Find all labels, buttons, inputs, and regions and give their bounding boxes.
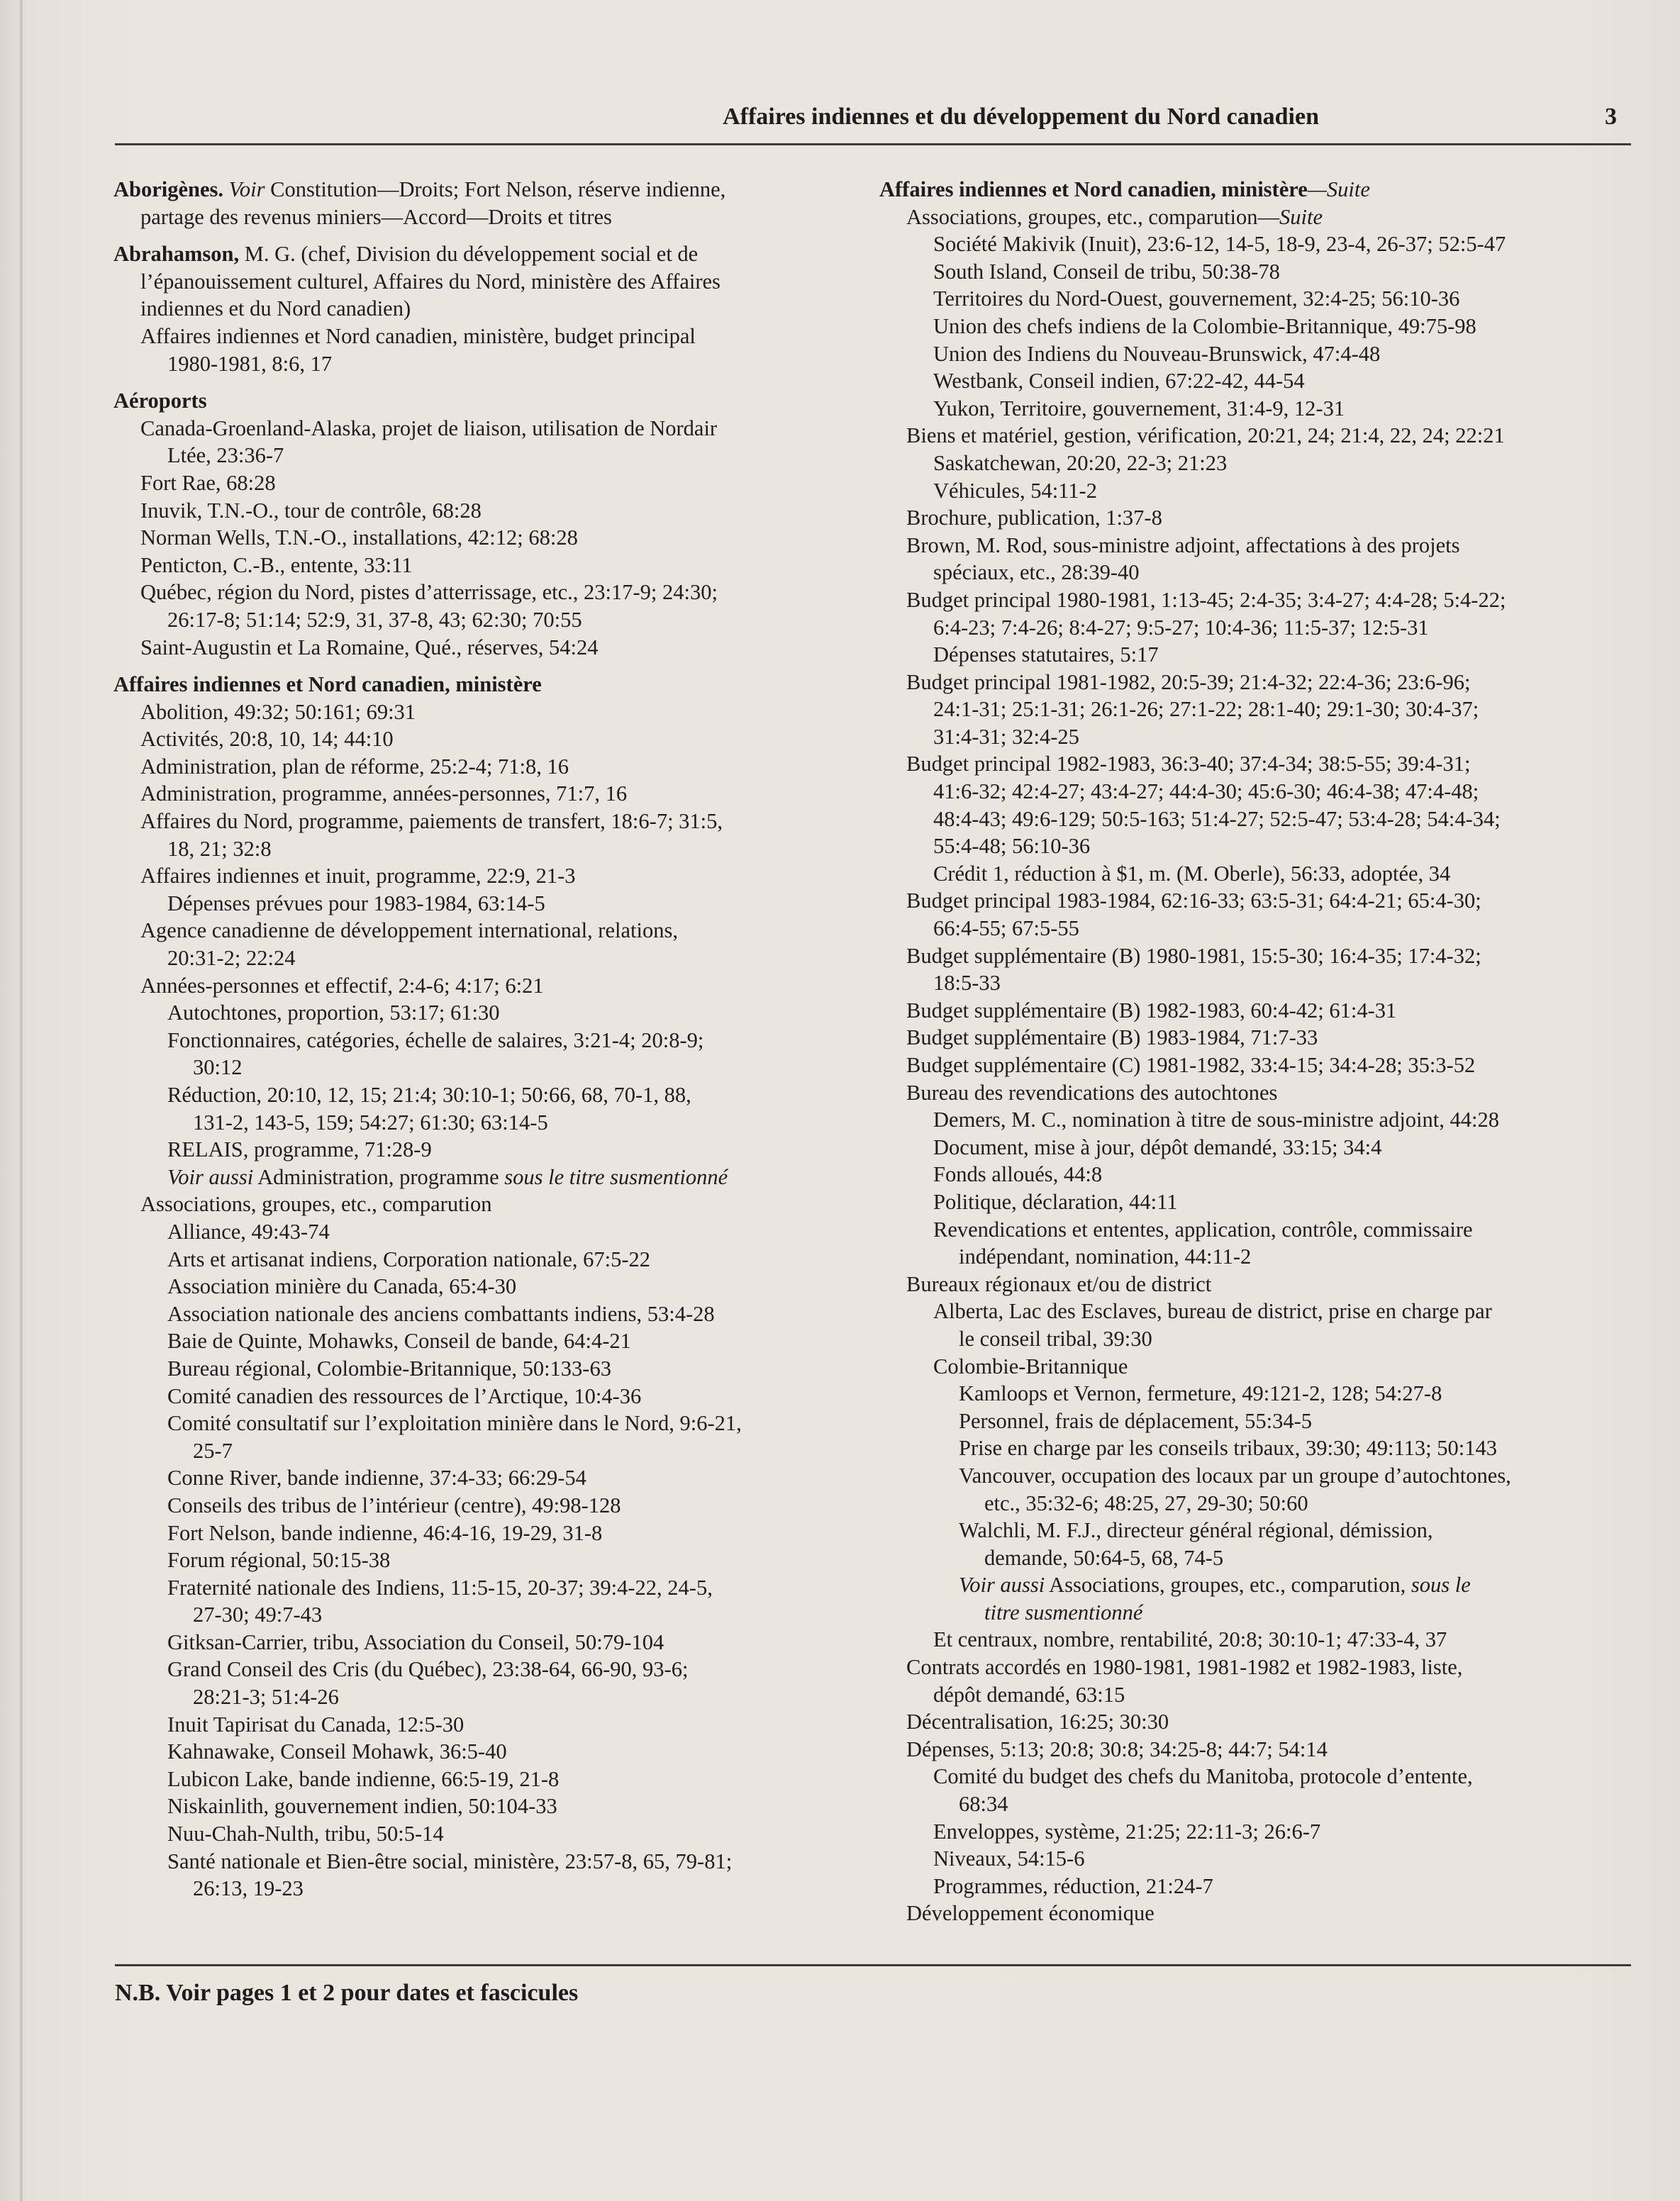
index-entry-line — [879, 1052, 1645, 1079]
entry-text: 66:4-55; 67:5-55 — [933, 916, 1079, 941]
index-entry-line — [879, 1380, 1645, 1408]
entry-text: Brown, M. Rod, sous-ministre adjoint, affectations à des projets — [906, 533, 1460, 557]
footer-note: N.B. Voir pages 1 et 2 pour dates et fascicules — [115, 1980, 579, 2006]
index-entry-line — [113, 268, 872, 296]
entry-text: 20:31-2; 22:24 — [167, 946, 296, 971]
index-entry-line — [113, 1766, 872, 1793]
index-entry-line — [113, 415, 872, 442]
entry-text: Saint-Augustin et La Romaine, Qué., réserves, 54:24 — [140, 635, 599, 659]
index-entry-line — [879, 1024, 1645, 1052]
entry-text: dépôt demandé, 63:15 — [933, 1682, 1125, 1707]
entry-text: demande, 50:64-5, 68, 74-5 — [984, 1545, 1224, 1570]
index-entry-line — [879, 1079, 1645, 1107]
index-entry-line — [113, 945, 872, 972]
index-entry-line — [879, 367, 1645, 395]
index-entry-line — [113, 890, 872, 918]
index-entry-line — [113, 725, 872, 753]
entry-text: Québec, région du Nord, pistes d’atterrissage, etc., 23:17-9; 24:30; — [140, 580, 718, 605]
entry-text: 68:34 — [959, 1792, 1008, 1817]
entry-text: Penticton, C.-B., entente, 33:11 — [140, 552, 413, 577]
index-entry-line — [879, 586, 1645, 614]
entry-text: Colombie-Britannique — [933, 1354, 1128, 1378]
entry-text: 24:1-31; 25:1-31; 26:1-26; 27:1-22; 28:1-40; 29:1-30; 30:4-37; — [933, 697, 1479, 722]
index-entry-line — [113, 497, 872, 525]
entry-text: 31:4-31; 32:4-25 — [933, 724, 1079, 749]
entry-text: Administration, plan de réforme, 25:2-4; 71:8, 16 — [140, 754, 569, 779]
index-entry-line — [879, 1626, 1645, 1654]
entry-text: Ltée, 23:36-7 — [167, 443, 284, 468]
index-entry-line — [879, 669, 1645, 696]
index-entry-line — [113, 1191, 872, 1218]
entry-italic-text: Suite — [1279, 204, 1323, 229]
entry-text: Politique, déclaration, 44:11 — [933, 1189, 1178, 1214]
entry-text: Personnel, frais de déplacement, 55:34-5 — [959, 1408, 1313, 1433]
entry-text: Inuvik, T.N.-O., tour de contrôle, 68:28 — [140, 498, 482, 523]
index-entry-line — [113, 176, 872, 204]
index-entry-line — [879, 285, 1645, 313]
index-entry-line — [113, 1355, 872, 1383]
index-entry-line — [113, 1875, 872, 1902]
index-entry-line — [113, 808, 872, 835]
index-entry-line — [113, 1601, 872, 1629]
entry-text: Budget principal 1982-1983, 36:3-40; 37:4-34; 38:5-55; 39:4-31; — [906, 752, 1471, 776]
entry-italic-text: sous le titre susmentionné — [504, 1164, 728, 1189]
index-entry-line — [113, 1492, 872, 1520]
index-entry-line — [879, 1845, 1645, 1873]
page-binding-edge — [20, 0, 23, 2201]
footer-rule — [115, 1964, 1631, 1966]
entry-italic-text: titre susmentionné — [984, 1600, 1143, 1625]
index-entry-line — [879, 1736, 1645, 1763]
index-entry-line — [879, 1408, 1645, 1435]
entry-text: RELAIS, programme, 71:28-9 — [167, 1137, 432, 1162]
entry-italic-text: sous le — [1411, 1573, 1471, 1598]
index-entry-line — [113, 1054, 872, 1081]
index-entry-line — [113, 1027, 872, 1054]
entry-text: Vancouver, occupation des locaux par un groupe d’autochtones, — [959, 1463, 1511, 1488]
index-entry-line — [879, 614, 1645, 642]
index-entry-line — [879, 1873, 1645, 1900]
index-entry-line — [113, 1164, 872, 1191]
index-entry-line — [879, 313, 1645, 340]
index-entry-line — [879, 969, 1645, 997]
entry-text: Développement économique — [906, 1901, 1155, 1926]
index-entry-line — [879, 1763, 1645, 1790]
index-entry-line — [879, 887, 1645, 915]
entry-text: Territoires du Nord-Ouest, gouvernement, 32:4-25; 56:10-36 — [933, 286, 1460, 311]
entry-text: Lubicon Lake, bande indienne, 66:5-19, 21-8 — [167, 1766, 560, 1791]
index-entry-line — [879, 1134, 1645, 1161]
entry-text: Kamloops et Vernon, fermeture, 49:121-2, 128; 54:27-8 — [959, 1381, 1442, 1406]
entry-text: Activités, 20:8, 10, 14; 44:10 — [140, 727, 394, 752]
index-entry-line — [879, 1325, 1645, 1353]
entry-text: Association minière du Canada, 65:4-30 — [167, 1274, 517, 1299]
entry-text: Comité consultatif sur l’exploitation minière dans le Nord, 9:6-21, — [167, 1411, 742, 1436]
entry-text: Conne River, bande indienne, 37:4-33; 66:29-54 — [167, 1466, 586, 1490]
entry-text: Enveloppes, système, 21:25; 22:11-3; 26:6-7 — [933, 1819, 1321, 1844]
entry-text: 18:5-33 — [933, 971, 1001, 996]
entry-text: Demers, M. C., nomination à titre de sous-ministre adjoint, 44:28 — [933, 1108, 1499, 1132]
index-entry-line — [879, 258, 1645, 286]
index-entry-line — [113, 1520, 872, 1547]
entry-text: Comité du budget des chefs du Manitoba, protocole d’entente, — [933, 1764, 1473, 1789]
index-entry-line — [879, 422, 1645, 450]
entry-text: Décentralisation, 16:25; 30:30 — [906, 1710, 1169, 1734]
entry-heading: Aéroports — [113, 389, 207, 413]
entry-text: Affaires indiennes et Nord canadien, ministère, budget principal — [140, 323, 696, 348]
entry-text — [223, 177, 229, 201]
entry-text: Walchli, M. F.J., directeur général régional, démission, — [959, 1518, 1433, 1543]
entry-text: Fraternité nationale des Indiens, 11:5-15, 20-37; 39:4-22, 24-5, — [167, 1575, 713, 1600]
index-entry-line — [879, 1434, 1645, 1462]
index-entry-line — [879, 942, 1645, 970]
index-entry-line — [879, 204, 1645, 231]
index-entry-line — [879, 230, 1645, 258]
entry-text: Gitksan-Carrier, tribu, Association du Conseil, 50:79-104 — [167, 1629, 664, 1654]
index-entry-line — [113, 1464, 872, 1492]
index-entry-line — [879, 1243, 1645, 1271]
index-entry-line — [879, 477, 1645, 505]
index-column-left — [113, 176, 872, 1902]
index-entry-line — [879, 176, 1645, 204]
entry-text: Programmes, réduction, 21:24-7 — [933, 1873, 1213, 1898]
entry-text: Santé nationale et Bien-être social, ministère, 23:57-8, 65, 79-81; — [167, 1849, 733, 1873]
index-entry-line — [879, 1681, 1645, 1709]
entry-text: 26:13, 19-23 — [193, 1876, 304, 1901]
entry-text: Alliance, 49:43-74 — [167, 1219, 330, 1244]
entry-text: Document, mise à jour, dépôt demandé, 33:15; 34:4 — [933, 1135, 1382, 1159]
index-entry-line — [879, 559, 1645, 586]
index-entry-line — [113, 1437, 872, 1465]
entry-text: Fonds alloués, 44:8 — [933, 1162, 1103, 1187]
entry-text: 28:21-3; 51:4-26 — [193, 1685, 339, 1710]
index-entry-line — [113, 634, 872, 662]
index-entry-line — [113, 1383, 872, 1410]
index-entry-line — [113, 1629, 872, 1656]
entry-text: 26:17-8; 51:14; 52:9, 31, 37-8, 43; 62:30; 70:55 — [167, 607, 582, 632]
index-entry-line — [113, 1793, 872, 1820]
entry-text: Bureaux régionaux et/ou de district — [906, 1271, 1212, 1296]
entry-text: South Island, Conseil de tribu, 50:38-78 — [933, 259, 1280, 284]
index-entry-line — [879, 532, 1645, 559]
index-entry-line — [879, 1161, 1645, 1188]
entry-text: Norman Wells, T.N.-O., installations, 42:12; 68:28 — [140, 525, 578, 550]
entry-text: Véhicules, 54:11-2 — [933, 478, 1097, 503]
entry-text: Fonctionnaires, catégories, échelle de salaires, 3:21-4; 20:8-9; — [167, 1027, 704, 1052]
index-entry-line — [113, 862, 872, 890]
index-entry-line — [113, 350, 872, 378]
index-entry-line — [113, 1081, 872, 1109]
index-entry-line — [113, 323, 872, 350]
entry-text: Association nationale des anciens combattants indiens, 53:4-28 — [167, 1301, 715, 1326]
index-entry-line — [879, 1216, 1645, 1244]
index-entry-line — [879, 806, 1645, 833]
entry-text: Abolition, 49:32; 50:161; 69:31 — [140, 699, 416, 724]
index-entry-line — [113, 442, 872, 469]
index-entry-line — [113, 1327, 872, 1355]
entry-text: partage des revenus miniers—Accord—Droits et titres — [140, 204, 612, 229]
entry-text: Bureau des revendications des autochtones — [906, 1080, 1278, 1105]
entry-text: Bureau régional, Colombie-Britannique, 50:133-63 — [167, 1356, 611, 1381]
index-column-right — [879, 176, 1645, 1927]
entry-text: 18, 21; 32:8 — [167, 836, 272, 861]
entry-text: Forum régional, 50:15-38 — [167, 1548, 391, 1573]
entry-text: Budget supplémentaire (B) 1980-1981, 15:5-30; 16:4-35; 17:4-32; — [906, 943, 1481, 968]
index-entry-line — [113, 999, 872, 1027]
entry-italic-text: Voir aussi — [167, 1164, 254, 1189]
entry-text: Associations, groupes, etc., comparution — [140, 1192, 492, 1217]
index-entry-line — [879, 1517, 1645, 1544]
index-entry-line — [113, 1547, 872, 1574]
entry-text: Comité canadien des ressources de l’Arctique, 10:4-36 — [167, 1383, 642, 1408]
entry-text: 30:12 — [193, 1055, 243, 1080]
index-entry-line — [113, 1711, 872, 1739]
index-entry-line — [879, 1353, 1645, 1381]
index-entry-line — [113, 552, 872, 579]
entry-heading: Affaires indiennes et Nord canadien, ministère — [879, 177, 1308, 201]
entry-text: Société Makivik (Inuit), 23:6-12, 14-5, 18-9, 23-4, 26-37; 52:5-47 — [933, 232, 1506, 257]
index-entry-line — [113, 1300, 872, 1328]
entry-text: 41:6-32; 42:4-27; 43:4-27; 44:4-30; 45:6-30; 46:4-38; 47:4-48; — [933, 779, 1479, 804]
entry-heading: Affaires indiennes et Nord canadien, ministère — [113, 672, 542, 697]
index-entry-line — [113, 240, 872, 268]
entry-text: indépendant, nomination, 44:11-2 — [959, 1244, 1252, 1269]
entry-text: etc., 35:32-6; 48:25, 27, 29-30; 50:60 — [984, 1490, 1308, 1515]
entry-text: 55:4-48; 56:10-36 — [933, 834, 1091, 859]
entry-text: Niveaux, 54:15-6 — [933, 1846, 1085, 1871]
index-entry-line — [113, 835, 872, 863]
entry-text: Budget supplémentaire (C) 1981-1982, 33:4-15; 34:4-28; 35:3-52 — [906, 1053, 1476, 1077]
index-entry-line — [113, 1656, 872, 1683]
index-entry-line — [113, 780, 872, 808]
entry-text: Kahnawake, Conseil Mohawk, 36:5-40 — [167, 1739, 507, 1764]
index-entry-line — [879, 1599, 1645, 1627]
entry-italic-text: Voir aussi — [959, 1573, 1045, 1598]
entry-text: Autochtones, proportion, 53:17; 61:30 — [167, 1001, 500, 1025]
entry-text: Inuit Tapirisat du Canada, 12:5-30 — [167, 1712, 464, 1737]
entry-text: Administration, programme — [253, 1164, 505, 1189]
entry-heading: Abrahamson, — [113, 242, 240, 267]
entry-text: 1980-1981, 8:6, 17 — [167, 351, 333, 376]
index-entry-line — [113, 972, 872, 1000]
entry-text: Union des Indiens du Nouveau-Brunswick, 47:4-48 — [933, 341, 1381, 366]
entry-text: Yukon, Territoire, gouvernement, 31:4-9, 12-31 — [933, 396, 1345, 420]
entry-text: Revendications et ententes, application, contrôle, commissaire — [933, 1217, 1473, 1242]
entry-text: Associations, groupes, etc., comparution, — [1045, 1573, 1411, 1598]
index-entry-line — [113, 1738, 872, 1766]
index-entry-line — [113, 1246, 872, 1274]
entry-text: 48:4-43; 49:6-129; 50:5-163; 51:4-27; 52:5-47; 53:4-28; 54:4-34; — [933, 806, 1501, 831]
index-entry-line — [113, 1218, 872, 1246]
entry-text: Budget supplémentaire (B) 1982-1983, 60:4-42; 61:4-31 — [906, 998, 1397, 1023]
entry-text: Nuu-Chah-Nulth, tribu, 50:5-14 — [167, 1822, 444, 1846]
entry-text: Dépenses prévues pour 1983-1984, 63:14-5 — [167, 891, 545, 915]
index-entry-line — [113, 579, 872, 606]
entry-text: Constitution—Droits; Fort Nelson, réserve indienne, — [265, 177, 726, 201]
index-entry-line — [113, 606, 872, 634]
entry-text: Affaires du Nord, programme, paiements de transfert, 18:6-7; 31:5, — [140, 809, 723, 834]
index-entry-line — [113, 698, 872, 726]
index-entry-line — [879, 1654, 1645, 1681]
index-entry-line — [113, 295, 872, 323]
entry-text: indiennes et du Nord canadien) — [140, 296, 411, 321]
entry-text: Alberta, Lac des Esclaves, bureau de district, prise en charge par — [933, 1299, 1492, 1324]
entry-text: Union des chefs indiens de la Colombie-Britannique, 49:75-98 — [933, 313, 1476, 338]
entry-italic-text: —Suite — [1307, 177, 1370, 201]
header-title: Affaires indiennes et du développement du Nord canadien — [723, 104, 1319, 130]
index-entry-line — [113, 1683, 872, 1711]
entry-text: Crédit 1, réduction à $1, m. (M. Oberle), 56:33, adoptée, 34 — [933, 861, 1451, 886]
entry-text: Fort Nelson, bande indienne, 46:4-16, 19-29, 31-8 — [167, 1520, 603, 1545]
entry-text: Budget principal 1983-1984, 62:16-33; 63:5-31; 64:4-21; 65:4-30; — [906, 888, 1481, 913]
index-entry-line — [879, 340, 1645, 368]
index-entry-line — [113, 524, 872, 552]
entry-italic-text: Voir — [228, 177, 265, 201]
entry-text: Associations, groupes, etc., comparution— — [906, 204, 1280, 229]
entry-text: Conseils des tribus de l’intérieur (centre), 49:98-128 — [167, 1493, 621, 1517]
index-entry-line — [879, 1900, 1645, 1927]
index-entry-line — [879, 1298, 1645, 1325]
entry-text: Budget principal 1980-1981, 1:13-45; 2:4-35; 3:4-27; 4:4-28; 5:4-22; — [906, 587, 1506, 612]
index-entry-line — [879, 1544, 1645, 1572]
entry-text: Affaires indiennes et inuit, programme, 22:9, 21-3 — [140, 864, 576, 888]
index-entry-line — [113, 753, 872, 781]
entry-text: Arts et artisanat indiens, Corporation nationale, 67:5-22 — [167, 1247, 651, 1271]
entry-heading: Aborigènes. — [113, 177, 224, 201]
index-entry-line — [879, 1462, 1645, 1490]
index-entry-line — [113, 1574, 872, 1602]
entry-text: Canada-Groenland-Alaska, projet de liaison, utilisation de Nordair — [140, 416, 718, 440]
index-entry-line — [879, 395, 1645, 423]
entry-text: Niskainlith, gouvernement indien, 50:104-33 — [167, 1794, 557, 1819]
entry-text: 27-30; 49:7-43 — [193, 1603, 323, 1627]
index-entry-line — [879, 1106, 1645, 1134]
entry-text: le conseil tribal, 39:30 — [959, 1326, 1152, 1351]
entry-text: M. G. (chef, Division du développement social et de — [239, 242, 699, 267]
index-entry-line — [879, 641, 1645, 669]
entry-text: 6:4-23; 7:4-26; 8:4-27; 9:5-27; 10:4-36; 11:5-37; 12:5-31 — [933, 615, 1429, 640]
index-entry-line — [113, 1273, 872, 1300]
index-entry-line — [113, 1848, 872, 1876]
index-entry-line — [879, 997, 1645, 1025]
index-entry-line — [879, 450, 1645, 477]
entry-text: Budget principal 1981-1982, 20:5-39; 21:4-32; 22:4-36; 23:6-96; — [906, 669, 1471, 694]
index-entry-line — [879, 696, 1645, 723]
index-entry-line — [879, 1818, 1645, 1846]
index-entry-line — [879, 750, 1645, 778]
entry-text: Administration, programme, années-personnes, 71:7, 16 — [140, 781, 628, 806]
index-entry-line — [879, 1188, 1645, 1216]
index-entry-line — [113, 917, 872, 945]
index-entry-line — [879, 915, 1645, 942]
index-entry-line — [113, 1410, 872, 1437]
index-entry-line — [879, 1571, 1645, 1599]
entry-text: Prise en charge par les conseils tribaux, 39:30; 49:113; 50:143 — [959, 1436, 1497, 1461]
entry-text: Dépenses statutaires, 5:17 — [933, 642, 1159, 667]
index-entry-line — [879, 832, 1645, 860]
index-entry-line — [879, 1271, 1645, 1298]
index-entry-line — [879, 1790, 1645, 1818]
entry-text: spéciaux, etc., 28:39-40 — [933, 560, 1140, 585]
entry-text: Saskatchewan, 20:20, 22-3; 21:23 — [933, 450, 1228, 475]
entry-text: 25-7 — [193, 1438, 233, 1463]
entry-text: Grand Conseil des Cris (du Québec), 23:38-64, 66-90, 93-6; — [167, 1657, 689, 1682]
index-entry-line — [113, 671, 872, 698]
entry-text: Budget supplémentaire (B) 1983-1984, 71:7-33 — [906, 1025, 1318, 1050]
header-rule — [115, 143, 1631, 145]
index-entry-line — [879, 1490, 1645, 1517]
entry-text: Et centraux, nombre, rentabilité, 20:8; 30:10-1; 47:33-4, 37 — [933, 1627, 1447, 1652]
entry-text: Agence canadienne de développement international, relations, — [140, 918, 678, 943]
entry-text: Westbank, Conseil indien, 67:22-42, 44-54 — [933, 369, 1305, 394]
entry-text: Contrats accordés en 1980-1981, 1981-1982 et 1982-1983, liste, — [906, 1655, 1463, 1680]
index-entry-line — [113, 469, 872, 497]
index-entry-line — [113, 1109, 872, 1137]
index-entry-line — [113, 204, 872, 231]
index-entry-line — [113, 1136, 872, 1164]
entry-text: Années-personnes et effectif, 2:4-6; 4:17; 6:21 — [140, 973, 544, 998]
index-entry-line — [879, 1708, 1645, 1736]
entry-text: l’épanouissement culturel, Affaires du Nord, ministère des Affaires — [140, 269, 721, 294]
running-header — [113, 99, 1631, 142]
entry-text: Baie de Quinte, Mohawks, Conseil de bande, 64:4-21 — [167, 1329, 631, 1354]
index-entry-line — [879, 723, 1645, 751]
index-entry-line — [879, 778, 1645, 806]
entry-text: Fort Rae, 68:28 — [140, 470, 276, 495]
index-entry-line — [879, 504, 1645, 532]
entry-text: Dépenses, 5:13; 20:8; 30:8; 34:25-8; 44:7; 54:14 — [906, 1737, 1328, 1761]
entry-text: Brochure, publication, 1:37-8 — [906, 506, 1162, 530]
index-entry-line — [113, 1820, 872, 1848]
index-entry-line — [879, 860, 1645, 888]
page-number: 3 — [1605, 104, 1617, 130]
entry-text: Biens et matériel, gestion, vérification, 20:21, 24; 21:4, 22, 24; 22:21 — [906, 423, 1505, 448]
entry-text: 131-2, 143-5, 159; 54:27; 61:30; 63:14-5 — [193, 1110, 548, 1135]
index-entry-line — [113, 387, 872, 415]
entry-text: Réduction, 20:10, 12, 15; 21:4; 30:10-1; 50:66, 68, 70-1, 88, — [167, 1083, 691, 1107]
